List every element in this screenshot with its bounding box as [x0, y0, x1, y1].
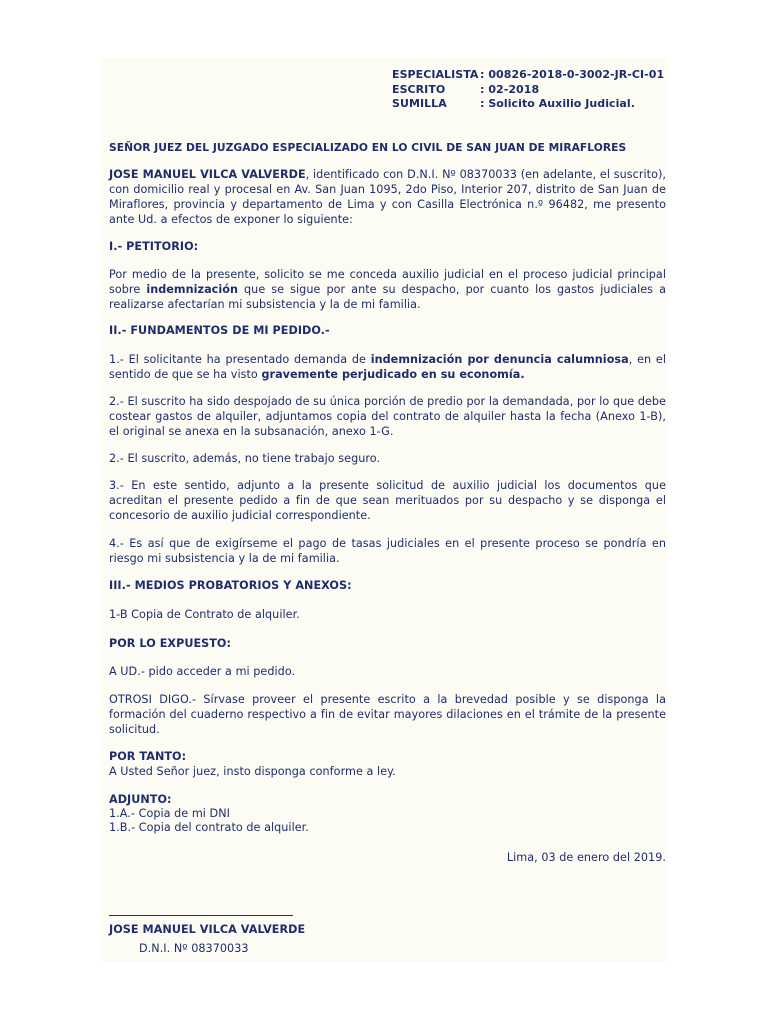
portanto-text: A Usted Señor juez, insto disponga conforme a ley.	[109, 765, 396, 778]
sumilla-label: SUMILLA	[392, 97, 447, 110]
fundamentos-item-2: 2.- El suscrito ha sido despojado de su única porción de predio por la demandada, por lo que debe costear gastos de alquiler, adjuntamos copia del contrato de alquiler hasta la fecha (Anexo 1-B), el original se anexa en la subsanación, anexo 1-G.	[109, 395, 666, 438]
petitorio-text-2: que se sigue por ante su despacho, por cuanto los gastos judiciales a realizarse afectarían mi subsistencia y la de mi familia.	[109, 283, 666, 311]
otrosi-paragraph: OTROSI DIGO.- Sírvase proveer el presente escrito a la brevedad posible y se disponga la formación del cuaderno respectivo a fin de evitar mayores dilaciones en el trámite de la presente solicitud.	[109, 693, 666, 736]
fundamentos-heading: II.- FUNDAMENTOS DE MI PEDIDO.-	[109, 324, 330, 337]
petitorio-text-1: Por medio de la presente, solicito se me conceda auxilio judicial en el proceso judicial principal sobre	[109, 268, 666, 296]
adjunto-heading: ADJUNTO:	[109, 793, 172, 806]
fundamentos-item-4: 3.- En este sentido, adjunto a la presente solicitud de auxilio judicial los documentos que acreditan el presente pedido a fin de que sean merituados por su despacho y se disponga el concesorio de auxilio judicial correspondiente.	[109, 479, 666, 522]
escrito-row	[392, 83, 664, 98]
medios-heading: III.- MEDIOS PROBATORIOS Y ANEXOS:	[109, 579, 352, 592]
fundamentos-item-1	[109, 352, 666, 382]
sumilla-value: : Solicito Auxilio Judicial.	[480, 97, 635, 110]
portanto-heading: POR TANTO:	[109, 750, 187, 763]
especialista-row	[392, 68, 664, 83]
fundamentos-item-1-text-c: , en el sentido de que se ha visto	[109, 353, 666, 381]
sumilla-row	[392, 97, 664, 112]
intro-text: , identificado con D.N.I. Nº 08370033 (en adelante, el suscrito), con domicilio real y procesal en Av. San Juan 1095, 2do Piso, Interior 207, distrito de San Juan de Miraflores, provincia y departamento de Lima y con Casilla Electrónica n.º 96482, me presento ante Ud. a efectos de exponer lo siguiente:	[109, 168, 667, 226]
fundamentos-item-5: 4.- Es así que de exigírseme el pago de tasas judiciales en el presente proceso se pondría en riesgo mi subsistencia y la de mi familia.	[109, 537, 666, 565]
especialista-label: ESPECIALISTA	[392, 68, 479, 81]
especialista-value: : 00826-2018-0-3002-JR-CI-01	[480, 68, 665, 81]
adjunto-item-2: 1.B.- Copia del contrato de alquiler.	[109, 821, 309, 834]
petitorio-paragraph	[109, 267, 666, 312]
fundamentos-item-1-bold-b: indemnización por denuncia calumniosa	[370, 353, 629, 366]
signature-dni: D.N.I. Nº 08370033	[139, 942, 249, 955]
fundamentos-item-1-bold-d: gravemente perjudicado en su economía.	[261, 368, 525, 381]
expuesto-heading: POR LO EXPUESTO:	[109, 637, 232, 650]
document-page	[100, 58, 668, 962]
adjunto-item-1: 1.A.- Copia de mi DNI	[109, 807, 230, 820]
intro-paragraph	[109, 167, 666, 227]
fundamentos-item-3: 2.- El suscrito, además, no tiene trabajo seguro.	[109, 452, 381, 465]
escrito-value: : 02-2018	[480, 82, 540, 96]
petitorio-bold: indemnización	[146, 283, 238, 296]
intro-name: JOSE MANUEL VILCA VALVERDE	[109, 168, 306, 181]
date-line: Lima, 03 de enero del 2019.	[506, 851, 666, 864]
fundamentos-item-1-text-a: 1.- El solicitante ha presentado demanda de	[109, 353, 371, 366]
addressee: SEÑOR JUEZ DEL JUZGADO ESPECIALIZADO EN LO CIVIL DE SAN JUAN DE MIRAFLORES	[109, 141, 627, 154]
petitorio-heading: I.- PETITORIO:	[109, 240, 199, 253]
signature-name: JOSE MANUEL VILCA VALVERDE	[109, 923, 306, 936]
signature-line	[109, 915, 293, 916]
case-header	[392, 68, 664, 112]
escrito-label: ESCRITO	[392, 82, 446, 96]
medios-item: 1-B Copia de Contrato de alquiler.	[109, 608, 300, 621]
expuesto-text: A UD.- pido acceder a mi pedido.	[109, 665, 296, 678]
